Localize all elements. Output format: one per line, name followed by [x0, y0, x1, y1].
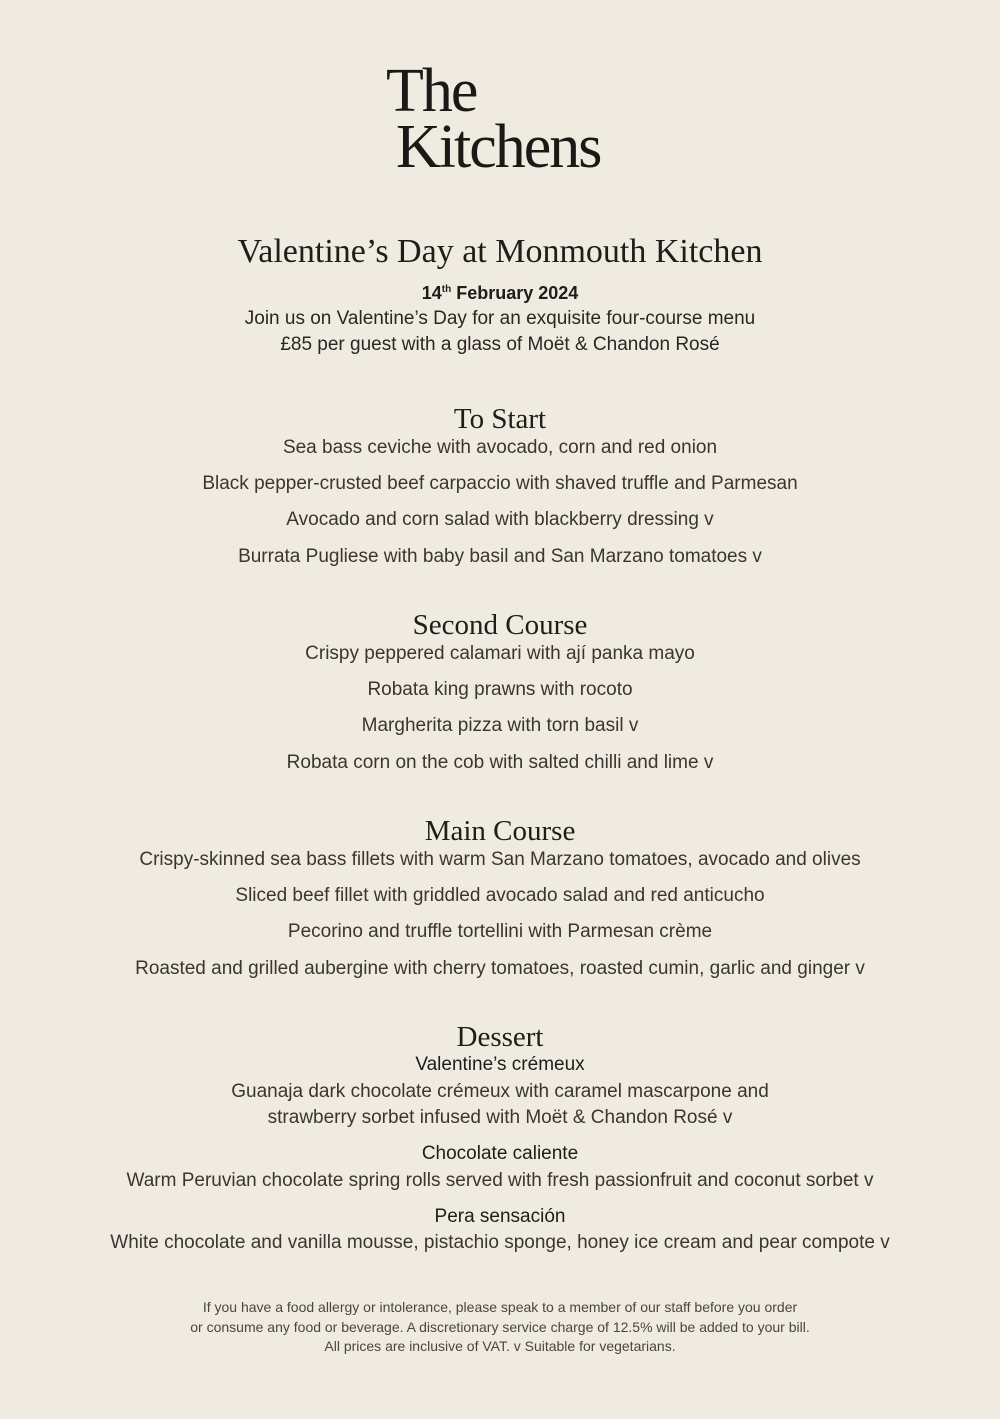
- dessert-description: White chocolate and vanilla mousse, pistachio sponge, honey ice cream and pear compote v: [110, 1232, 890, 1253]
- menu-item: Sea bass ceviche with avocado, corn and red onion: [282, 437, 718, 458]
- footer-service-charge-note: or consume any food or beverage. A discretionary service charge of 12.5% will be added to your bill.: [190, 1319, 810, 1335]
- dessert-description: Guanaja dark chocolate crémeux with caramel mascarpone and: [231, 1081, 769, 1102]
- section-title-second-course: Second Course: [412, 609, 588, 641]
- footer-allergy-note: If you have a food allergy or intolerance, please speak to a member of our staff before you order: [202, 1299, 798, 1315]
- menu-item: Pecorino and truffle tortellini with Parmesan crème: [287, 921, 713, 942]
- menu-item: Robata king prawns with rocoto: [367, 679, 633, 700]
- footer-vat-note: All prices are inclusive of VAT. v Suitable for vegetarians.: [324, 1338, 676, 1354]
- dessert-name: Chocolate caliente: [421, 1143, 579, 1164]
- section-title-dessert: Dessert: [456, 1021, 544, 1053]
- intro-line-2: £85 per guest with a glass of Moët & Chandon Rosé: [280, 334, 720, 355]
- section-title-main-course: Main Course: [424, 815, 576, 847]
- logo-line-kitchens: Kitchens: [396, 113, 601, 181]
- menu-item: Crispy-skinned sea bass fillets with warm San Marzano tomatoes, avocado and olives: [139, 849, 861, 870]
- dessert-description: Warm Peruvian chocolate spring rolls served with fresh passionfruit and coconut sorbet v: [126, 1170, 874, 1191]
- menu-item: Roasted and grilled aubergine with cherry tomatoes, roasted cumin, garlic and ginger v: [135, 958, 865, 979]
- menu-item: Burrata Pugliese with baby basil and San Marzano tomatoes v: [238, 546, 762, 567]
- menu-item: Crispy peppered calamari with ají panka mayo: [305, 643, 695, 664]
- logo-line-the: The: [386, 57, 477, 125]
- dessert-description: strawberry sorbet infused with Moët & Chandon Rosé v: [267, 1107, 733, 1128]
- event-date-day: 14: [421, 283, 442, 303]
- event-title: Valentine’s Day at Monmouth Kitchen: [237, 233, 763, 270]
- event-date-month-year: February 2024: [451, 283, 579, 303]
- dessert-name: Valentine’s crémeux: [415, 1054, 585, 1075]
- section-title-to-start: To Start: [453, 403, 547, 435]
- event-date-suffix: th: [441, 284, 452, 295]
- menu-item: Sliced beef fillet with griddled avocado salad and red anticucho: [235, 885, 765, 906]
- event-date: [0, 281, 1000, 305]
- menu-item: Margherita pizza with torn basil v: [361, 715, 639, 736]
- menu-item: Black pepper-crusted beef carpaccio with shaved truffle and Parmesan: [202, 473, 798, 494]
- dessert-name: Pera sensación: [434, 1206, 566, 1227]
- intro-line-1: Join us on Valentine’s Day for an exquisite four-course menu: [244, 308, 756, 329]
- menu-item: Robata corn on the cob with salted chilli and lime v: [286, 752, 714, 773]
- menu-item: Avocado and corn salad with blackberry dressing v: [286, 509, 714, 530]
